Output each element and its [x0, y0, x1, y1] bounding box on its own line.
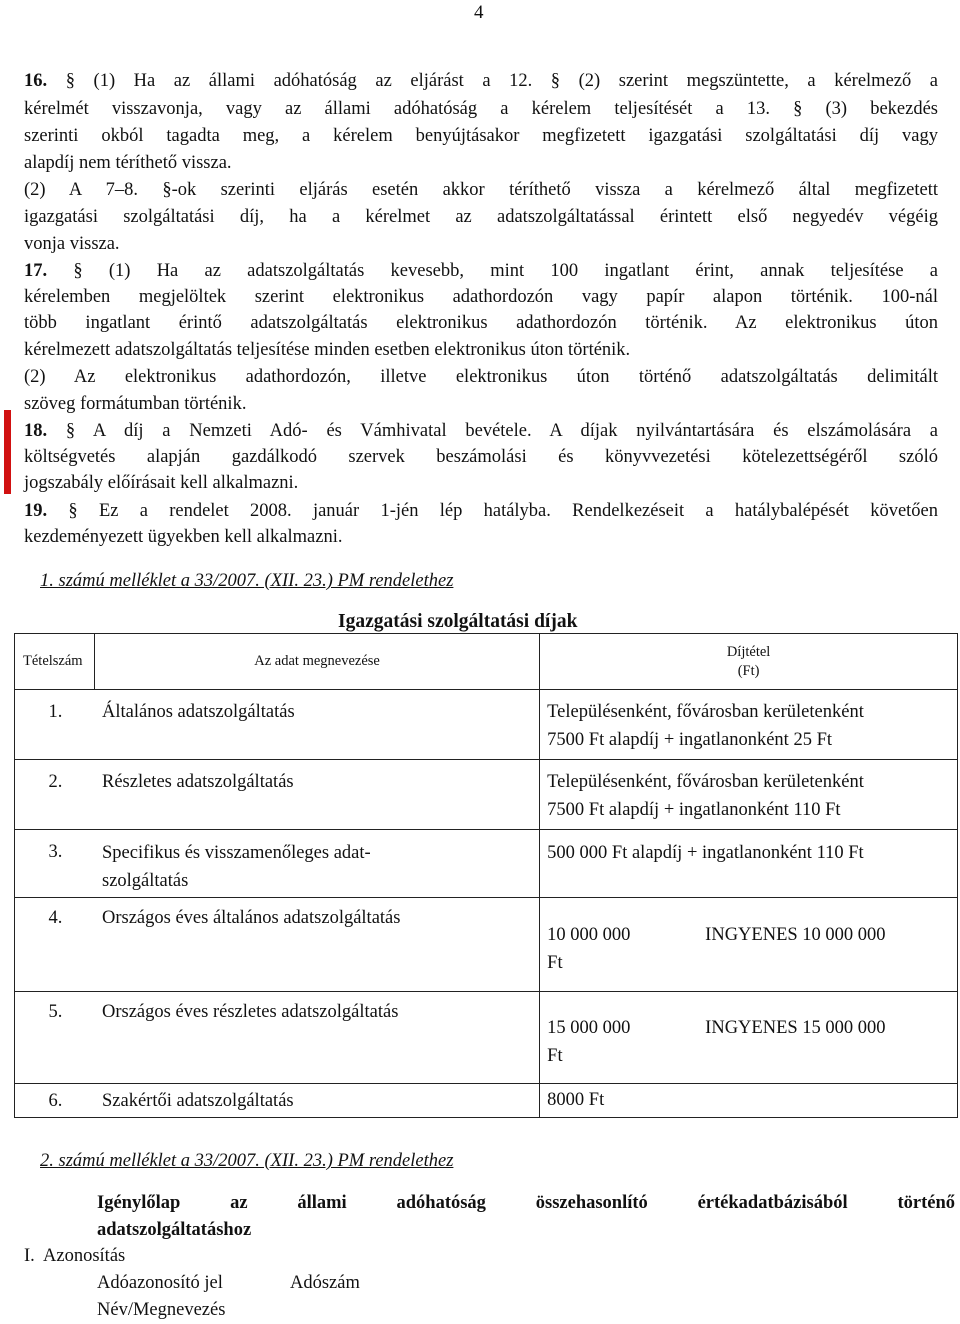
row-name: Országos éves részletes adatszolgáltatás: [102, 1002, 399, 1022]
col-header-fee: Díjtétel (Ft): [540, 634, 958, 690]
fee-table: [14, 633, 958, 1118]
table-row: [15, 690, 958, 760]
row-fee: 10 000 000 INGYENES 10 000 000 Ft: [540, 898, 958, 992]
para17-line6: szöveg formátumban történik.: [24, 394, 247, 414]
row-num: 5.: [48, 1002, 63, 1022]
para18-line2: költségvetés alapján gazdálkodó szervek beszámolási és könyvvezetési kötelezettségéről szóló: [24, 447, 938, 467]
table-row: [15, 992, 958, 1084]
row-num: 1.: [48, 702, 63, 722]
row-num: 3.: [48, 842, 63, 862]
para17-line1: 17. § (1) Ha az adatszolgáltatás kevesebb, mint 100 ingatlant érint, annak teljesítése a: [24, 261, 938, 281]
para17-line3: több ingatlant érintő adatszolgáltatás elektronikus adathordozón történik. Az elektronikus úton: [24, 313, 938, 333]
annex1-heading: 1. számú melléklet a 33/2007. (XII. 23.) PM rendelethez: [40, 571, 454, 591]
para16-line4: alapdíj nem téríthető vissza.: [24, 153, 232, 173]
col-header-num: Tételszám: [15, 634, 95, 690]
row-name: Részletes adatszolgáltatás: [102, 772, 294, 792]
annex2-title-line2: adatszolgáltatáshoz: [97, 1220, 252, 1240]
para17-line5: (2) Az elektronikus adathordozón, illetve elektronikus úton történő adatszolgáltatás delimitált: [24, 367, 938, 387]
field-tax-id: Adóazonosító jel: [97, 1273, 223, 1293]
fee-table-header: [15, 634, 958, 690]
para16-line2: kérelmét visszavonja, vagy az állami adóhatóság a kérelem teljesítését a 13. § (3) bekezdés: [24, 99, 938, 119]
row-fee: Településenként, fővárosban kerületenként 7500 Ft alapdíj + ingatlanonként 110 Ft: [540, 760, 958, 830]
table-row: [15, 898, 958, 992]
para16-line5: (2) A 7–8. §-ok szerinti eljárás esetén akkor téríthető vissza a kérelmező által megfizetett: [24, 180, 938, 200]
para17-line2: kérelemben megjelöltek szerint elektronikus adathordozón vagy papír alapon történik. 100-nál: [24, 287, 938, 307]
row-num: 6.: [48, 1091, 63, 1111]
annex2-title-line1: Igénylőlap az állami adóhatóság összehasonlító értékadatbázisából történő: [97, 1193, 955, 1213]
revision-mark: [4, 410, 11, 494]
field-tax-number: Adószám: [290, 1273, 360, 1293]
row-fee: 8000 Ft: [540, 1084, 958, 1118]
row-num: 2.: [48, 772, 63, 792]
para18-line3: jogszabály előírásait kell alkalmazni.: [24, 473, 299, 493]
annex1-title: Igazgatási szolgáltatási díjak: [338, 611, 578, 632]
row-fee: Településenként, fővárosban kerületenként 7500 Ft alapdíj + ingatlanonként 25 Ft: [540, 690, 958, 760]
para17-line4: kérelmezett adatszolgáltatás teljesítése minden esetben elektronikus úton történik.: [24, 340, 631, 360]
row-name: Országos éves általános adatszolgáltatás: [102, 908, 401, 928]
para16-line6: igazgatási szolgáltatási díj, ha a kérelmet az adatszolgáltatással érintett első negyedév végéig: [24, 207, 938, 227]
row-name: Általános adatszolgáltatás: [102, 702, 295, 722]
field-name: Név/Megnevezés: [97, 1300, 226, 1320]
row-name: Szakértői adatszolgáltatás: [102, 1091, 294, 1111]
row-name: Specifikus és visszamenőleges adat- szolgáltatás: [102, 843, 371, 891]
row-num: 4.: [48, 908, 63, 928]
para16-line7: vonja vissza.: [24, 234, 120, 254]
section-identification: I. Azonosítás: [24, 1246, 126, 1266]
col-header-name: Az adat megnevezése: [94, 634, 539, 690]
para19-line2: kezdeményezett ügyekben kell alkalmazni.: [24, 527, 343, 547]
para18-line1: 18. § A díj a Nemzeti Adó- és Vámhivatal bevétele. A díjak nyilvántartására és elszámolására a: [24, 421, 939, 441]
table-row: [15, 1084, 958, 1118]
annex2-heading: 2. számú melléklet a 33/2007. (XII. 23.) PM rendelethez: [40, 1151, 454, 1171]
row-fee: 15 000 000 INGYENES 15 000 000 Ft: [540, 992, 958, 1084]
para16-line3: szerinti okból tagadta meg, a kérelem benyújtásakor megfizetett igazgatási szolgáltatási díj vagy: [24, 126, 938, 146]
para16-line1: 16. § (1) Ha az állami adóhatóság az eljárást a 12. § (2) szerint megszüntette, a kérelmező a: [24, 71, 939, 91]
table-row: [15, 830, 958, 898]
table-row: [15, 760, 958, 830]
para19-line1: 19. § Ez a rendelet 2008. január 1-jén lép hatályba. Rendelkezéseit a hatálybalépését követően: [24, 501, 939, 521]
row-fee: 500 000 Ft alapdíj + ingatlanonként 110 Ft: [540, 830, 958, 898]
page-number: 4: [474, 2, 484, 23]
